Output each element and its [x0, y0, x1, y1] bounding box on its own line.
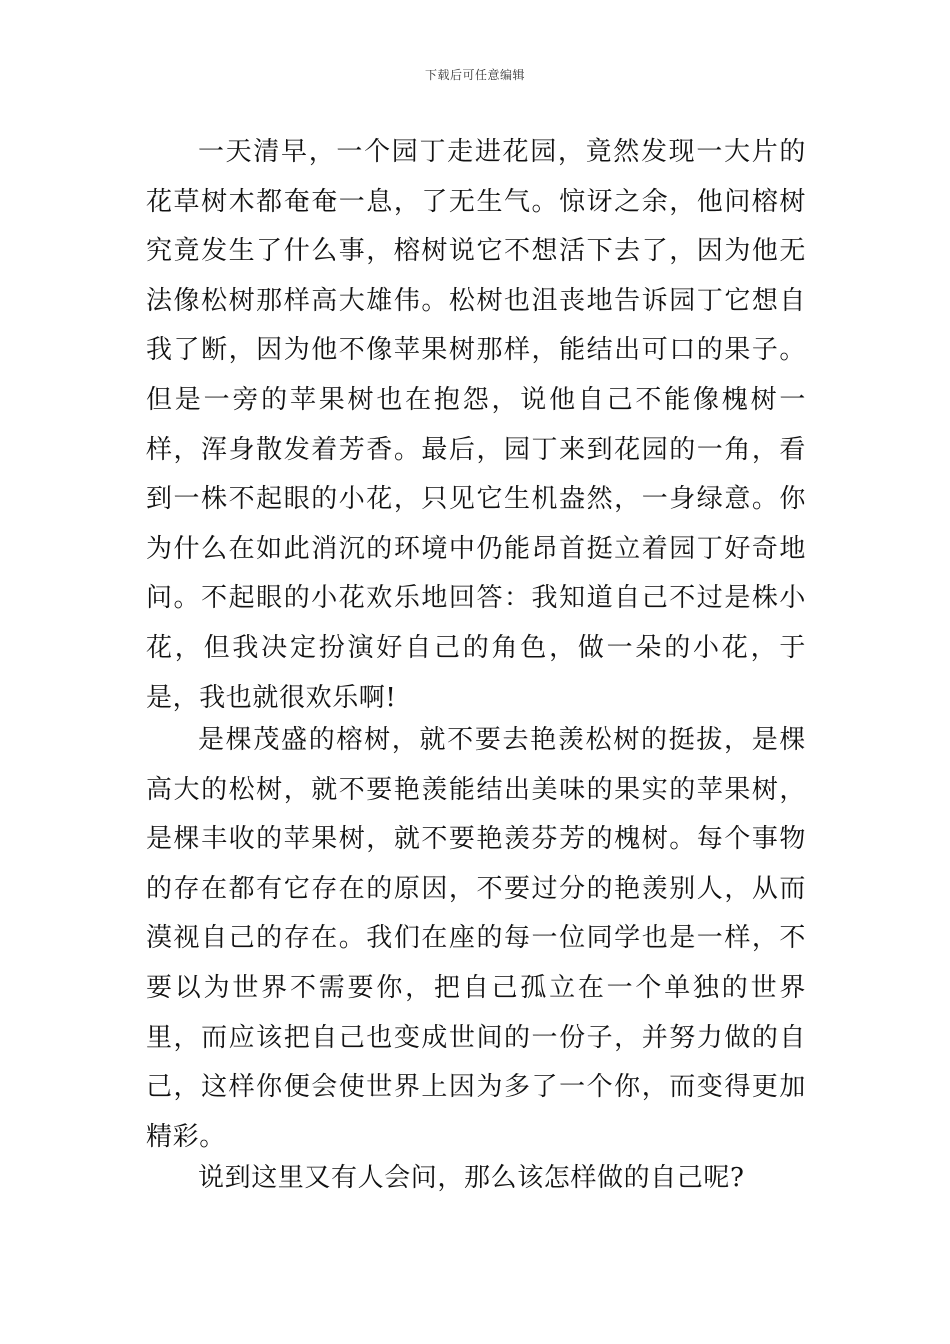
- header-note: 下载后可任意编辑: [424, 68, 525, 82]
- paragraph-1: 一天清早，一个园丁走进花园，竟然发现一大片的花草树木都奄奄一息，了无生气。惊讶之余，他问榕树究竟发生了什么事，榕树说它不想活下去了，因为他无法像松树那样高大雄伟。松树也沮丧地告诉园丁它想自我了断，因为他不像苹果树那样，能结出可口的果子。但是一旁的苹果树也在抱怨，说他自己不能像槐树一样，浑身散发着芳香。最后，园丁来到花园的一角，看到一株不起眼的小花，只见它生机盎然，一身绿意。你为什么在如此消沉的环境中仍能昂首挺立着园丁好奇地问。不起眼的小花欢乐地回答：我知道自己不过是株小花，但我决定扮演好自己的角色，做一朵的小花，于是，我也就很欢乐啊!: [146, 137, 806, 713]
- paragraph-2: 是棵茂盛的榕树，就不要去艳羡松树的挺拔，是棵高大的松树，就不要艳羡能结出美味的果实的苹果树，是棵丰收的苹果树，就不要艳羡芬芳的槐树。每个事物的存在都有它存在的原因，不要过分的艳羡别人，从而漠视自己的存在。我们在座的每一位同学也是一样，不要以为世界不需要你，把自己孤立在一个单独的世界里，而应该把自己也变成世间的一份子，并努力做的自己，这样你便会使世界上因为多了一个你，而变得更加精彩。: [146, 725, 806, 1152]
- document-body: [146, 128, 806, 1204]
- paragraph-3: 说到这里又有人会问，那么该怎样做的自己呢?: [198, 1163, 745, 1193]
